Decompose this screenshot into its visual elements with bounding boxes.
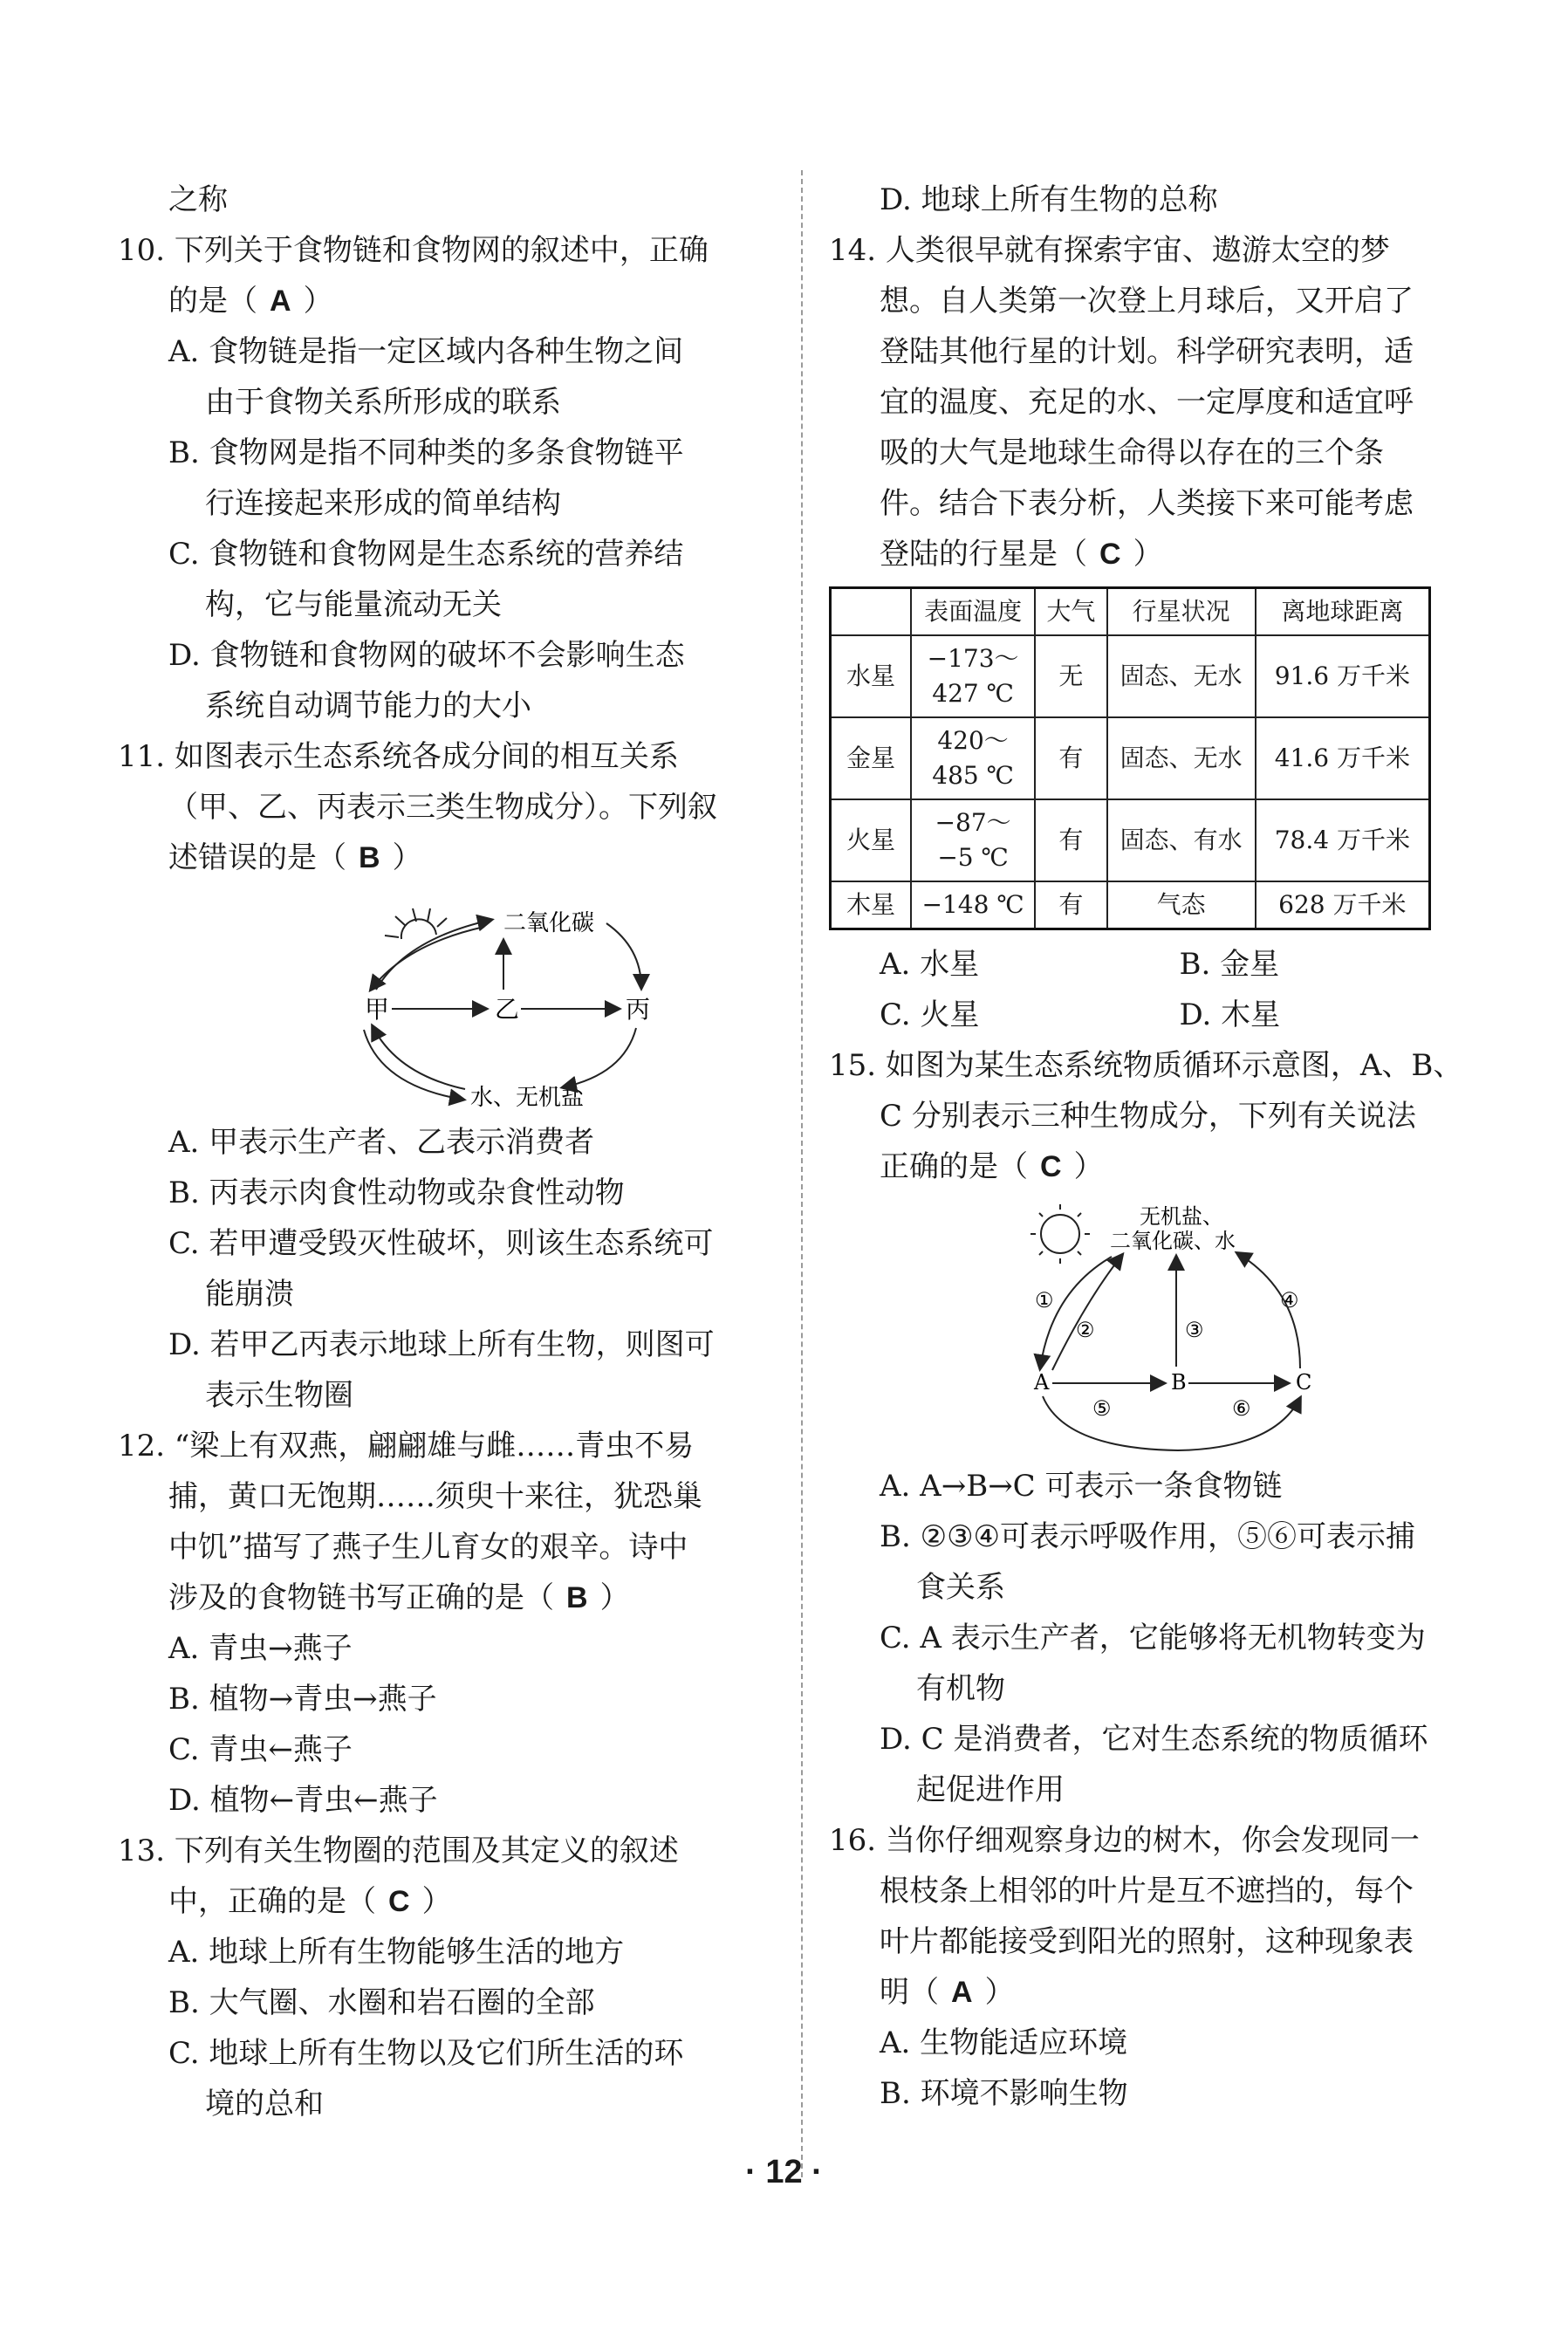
q12-stem-close: ）	[599, 1580, 630, 1615]
q14-options-row2	[829, 990, 1479, 1040]
q10-option-c: C. 食物链和食物网是生态系统的营养结	[168, 537, 684, 572]
q15-num-5: ⑤	[1092, 1396, 1112, 1421]
q15-option-b-cont: 食关系	[916, 1570, 1005, 1605]
header-blank	[831, 588, 912, 636]
q12-stem-line4	[118, 1573, 790, 1623]
planet-name: 金星	[831, 717, 912, 799]
q10-stem-line2	[118, 276, 790, 326]
q16-stem-line3: 叶片都能接受到阳光的照射，这种现象表	[880, 1924, 1414, 1959]
arrow-2	[1052, 1255, 1122, 1370]
q11-stem-line2: （甲、乙、丙表示三类生物成分）。下列叙	[168, 790, 717, 825]
q12-stem-line2: 捕，黄口无饱期……须臾十来往，犹恐巢	[168, 1479, 702, 1514]
q16-option-a: A. 生物能适应环境	[880, 2025, 1128, 2060]
q15-label-b: B	[1171, 1370, 1187, 1395]
q13-option-c: C. 地球上所有生物以及它们所生活的环	[168, 2036, 684, 2071]
table-row	[831, 717, 1430, 799]
q11-option-b: B. 丙表示肉食性动物或杂食性动物	[168, 1176, 625, 1210]
q15-option-d-cont: 起促进作用	[916, 1772, 1065, 1807]
q13-option-b: B. 大气圈、水圈和岩石圈的全部	[168, 1985, 595, 2020]
temp-line1: −173～	[927, 644, 1019, 673]
temp-line1: −87～	[935, 808, 1011, 837]
planet-table-header	[831, 588, 1430, 636]
q15-label-top1: 无机盐、	[1140, 1204, 1223, 1229]
sun-icon	[1030, 1204, 1090, 1264]
q16-stem-line1: 16. 当你仔细观察身边的树木，你会发现同一	[829, 1823, 1420, 1858]
q14-option-c: C. 火星	[880, 997, 980, 1032]
q15-num-3: ③	[1185, 1318, 1204, 1342]
planet-temperature: −148 ℃	[911, 881, 1035, 929]
q15-num-2: ②	[1076, 1318, 1095, 1342]
q15-option-a: A. A→B→C 可表示一条食物链	[880, 1469, 1283, 1504]
planet-table	[829, 586, 1431, 930]
question-11	[118, 731, 790, 1421]
q11-answer: B	[359, 841, 380, 874]
q14-option-a: A. 水星	[880, 947, 980, 982]
q11-label-yi: 乙	[495, 995, 520, 1024]
arrow-bing-water	[563, 1028, 636, 1087]
q12-option-b: B. 植物→青虫→燕子	[168, 1682, 437, 1717]
arrow-a-c	[1043, 1396, 1300, 1450]
q10-option-b-cont: 行连接起来形成的简单结构	[205, 486, 561, 521]
q12-option-a: A. 青虫→燕子	[168, 1631, 353, 1666]
arrow-bing-co2	[606, 923, 641, 988]
q10-option-d-cont: 系统自动调节能力的大小	[205, 689, 531, 723]
temp-line2: −5 ℃	[937, 843, 1009, 872]
q11-label-co2: 二氧化碳	[503, 910, 595, 936]
q11-label-jia: 甲	[365, 995, 390, 1024]
planet-status: 固态、有水	[1107, 799, 1256, 881]
q12-stem-line1: 12. “梁上有双燕，翩翩雄与雌……青虫不易	[118, 1429, 695, 1463]
q16-option-b: B. 环境不影响生物	[880, 2076, 1128, 2111]
q11-label-water: 水、无机盐	[470, 1085, 585, 1111]
q14-stem-line3: 登陆其他行星的计划。科学研究表明，适	[880, 334, 1414, 369]
q14-answer: C	[1099, 538, 1121, 571]
q12-option-d: D. 植物←青虫←燕子	[168, 1783, 438, 1818]
sun-icon	[385, 908, 447, 939]
q10-option-c-cont: 构，它与能量流动无关	[205, 587, 502, 622]
table-row	[831, 635, 1430, 717]
q14-stem-line2: 想。自人类第一次登上月球后，又开启了	[880, 284, 1414, 319]
q15-option-d: D. C 是消费者，它对生态系统的物质循环	[880, 1722, 1428, 1757]
column-divider	[801, 170, 803, 2177]
q14-stem-line5: 吸的大气是地球生命得以存在的三个条	[880, 435, 1384, 470]
q15-option-b: B. ②③④可表示呼吸作用，⑤⑥可表示捕	[880, 1519, 1416, 1554]
q11-option-c-cont: 能崩溃	[205, 1277, 294, 1312]
q15-num-6: ⑥	[1232, 1396, 1251, 1421]
q10-option-a: A. 食物链是指一定区域内各种生物之间	[168, 334, 684, 369]
q11-option-d-cont: 表示生物圈	[205, 1378, 353, 1413]
planet-atmosphere: 有	[1035, 799, 1106, 881]
header-status: 行星状况	[1107, 588, 1256, 636]
planet-atmosphere: 无	[1035, 635, 1106, 717]
q13-option-a: A. 地球上所有生物能够生活的地方	[168, 1935, 625, 1970]
planet-status: 气态	[1107, 881, 1256, 929]
q11-option-d: D. 若甲乙丙表示地球上所有生物，则图可	[168, 1327, 715, 1362]
q10-option-d: D. 食物链和食物网的破坏不会影响生态	[168, 638, 685, 673]
planet-distance: 628 万千米	[1256, 881, 1430, 929]
q14-stem-line7	[829, 529, 1479, 579]
q10-stem-line1: 10. 下列关于食物链和食物网的叙述中，正确	[118, 233, 709, 268]
header-temperature: 表面温度	[911, 588, 1035, 636]
q15-label-c: C	[1296, 1370, 1312, 1395]
q15-num-1: ①	[1035, 1288, 1054, 1313]
right-column	[829, 175, 1479, 2119]
question-13	[118, 1826, 790, 2129]
table-row	[831, 881, 1430, 929]
q15-option-c: C. A 表示生产者，它能够将无机物转变为	[880, 1621, 1426, 1655]
temp-line1: 420～	[937, 726, 1009, 755]
q10-answer: A	[270, 284, 291, 318]
q15-stem-line3	[829, 1141, 1479, 1192]
q10-stem-close: ）	[303, 284, 333, 319]
q10-option-a-cont: 由于食物关系所形成的联系	[205, 385, 561, 420]
left-column	[118, 175, 790, 2129]
q16-stem-line4	[829, 1967, 1479, 2018]
q11-ecosystem-diagram	[118, 887, 790, 1114]
q13-stem-close: ）	[421, 1884, 452, 1919]
q15-stem-line1: 15. 如图为某生态系统物质循环示意图，A、B、	[829, 1048, 1463, 1083]
q11-stem-text: 述错误的是（	[168, 840, 346, 875]
planet-atmosphere: 有	[1035, 717, 1106, 799]
q15-label-a: A	[1034, 1370, 1050, 1395]
q14-options-row1	[829, 939, 1479, 990]
table-row	[831, 799, 1430, 881]
planet-atmosphere: 有	[1035, 881, 1106, 929]
q16-stem-text: 明（	[880, 1975, 939, 2010]
q14-stem-text: 登陆的行星是（	[880, 537, 1087, 572]
arrow-jia-co2	[376, 920, 491, 990]
q11-option-a: A. 甲表示生产者、乙表示消费者	[168, 1125, 595, 1160]
q16-stem-close: ）	[984, 1975, 1015, 2010]
header-distance: 离地球距离	[1256, 588, 1430, 636]
q13-stem-line1: 13. 下列有关生物圈的范围及其定义的叙述	[118, 1834, 679, 1868]
q11-stem-line1: 11. 如图表示生态系统各成分间的相互关系	[118, 739, 679, 774]
temp-line2: 427 ℃	[932, 679, 1014, 708]
q14-option-b: B. 金星	[1179, 947, 1280, 982]
q15-stem-text: 正确的是（	[880, 1149, 1028, 1184]
arrow-jia-water	[364, 1030, 463, 1100]
planet-name: 水星	[831, 635, 912, 717]
q15-option-c-cont: 有机物	[916, 1671, 1005, 1706]
q16-answer: A	[951, 1976, 973, 2009]
q11-stem-line3	[118, 833, 790, 883]
question-12	[118, 1421, 790, 1826]
planet-distance: 41.6 万千米	[1256, 717, 1430, 799]
q15-stem-line2: C 分别表示三种生物成分，下列有关说法	[880, 1099, 1416, 1134]
q11-label-bing: 丙	[626, 995, 651, 1024]
q15-stem-close: ）	[1073, 1149, 1104, 1184]
temp-line2: 485 ℃	[932, 761, 1014, 790]
question-14	[829, 225, 1479, 1040]
q13-answer: C	[388, 1885, 410, 1918]
question-10	[118, 225, 790, 731]
q13-stem-text: 中，正确的是（	[168, 1884, 376, 1919]
q12-answer: B	[566, 1581, 588, 1614]
q12-option-c: C. 青虫←燕子	[168, 1732, 353, 1767]
q14-option-d: D. 木星	[1179, 997, 1281, 1032]
q10-stem-text: 的是（	[168, 284, 257, 319]
q14-stem-line6: 件。结合下表分析，人类接下来可能考虑	[880, 486, 1414, 521]
planet-temperature	[911, 717, 1035, 799]
q13-option-c-cont: 境的总和	[205, 2087, 324, 2121]
planet-distance: 91.6 万千米	[1256, 635, 1430, 717]
q11-option-c: C. 若甲遭受毁灭性破坏，则该生态系统可	[168, 1226, 714, 1261]
header-atmosphere: 大气	[1035, 588, 1106, 636]
planet-temperature	[911, 635, 1035, 717]
q13-stem-line2	[118, 1876, 790, 1927]
planet-temperature	[911, 799, 1035, 881]
q15-cycle-diagram	[829, 1196, 1479, 1457]
q14-stem-line1: 14. 人类很早就有探索宇宙、遨游太空的梦	[829, 233, 1390, 268]
q12-stem-text: 涉及的食物链书写正确的是（	[168, 1580, 554, 1615]
planet-status: 固态、无水	[1107, 635, 1256, 717]
q9-continuation: 之称	[168, 182, 228, 217]
planet-name: 木星	[831, 881, 912, 929]
q14-stem-close: ）	[1133, 537, 1163, 572]
question-15	[829, 1040, 1479, 1815]
q13-option-d: D. 地球上所有生物的总称	[880, 182, 1218, 217]
q12-stem-line3: 中饥”描写了燕子生儿育女的艰辛。诗中	[168, 1530, 688, 1565]
planet-name: 火星	[831, 799, 912, 881]
q10-option-b: B. 食物网是指不同种类的多条食物链平	[168, 435, 684, 470]
arrow-water-jia	[373, 1026, 465, 1089]
arrow-1	[1040, 1257, 1112, 1368]
planet-status: 固态、无水	[1107, 717, 1256, 799]
page-number: · 12 ·	[745, 2154, 823, 2190]
q11-stem-close: ）	[392, 840, 422, 875]
q14-stem-line4: 宜的温度、充足的水、一定厚度和适宜呼	[880, 385, 1414, 420]
question-16	[829, 1815, 1479, 2119]
planet-distance: 78.4 万千米	[1256, 799, 1430, 881]
q15-num-4: ④	[1280, 1288, 1299, 1313]
q15-answer: C	[1040, 1150, 1062, 1183]
q16-stem-line2: 根枝条上相邻的叶片是互不遮挡的，每个	[880, 1874, 1414, 1909]
q15-label-top2: 二氧化碳、水	[1110, 1229, 1236, 1253]
